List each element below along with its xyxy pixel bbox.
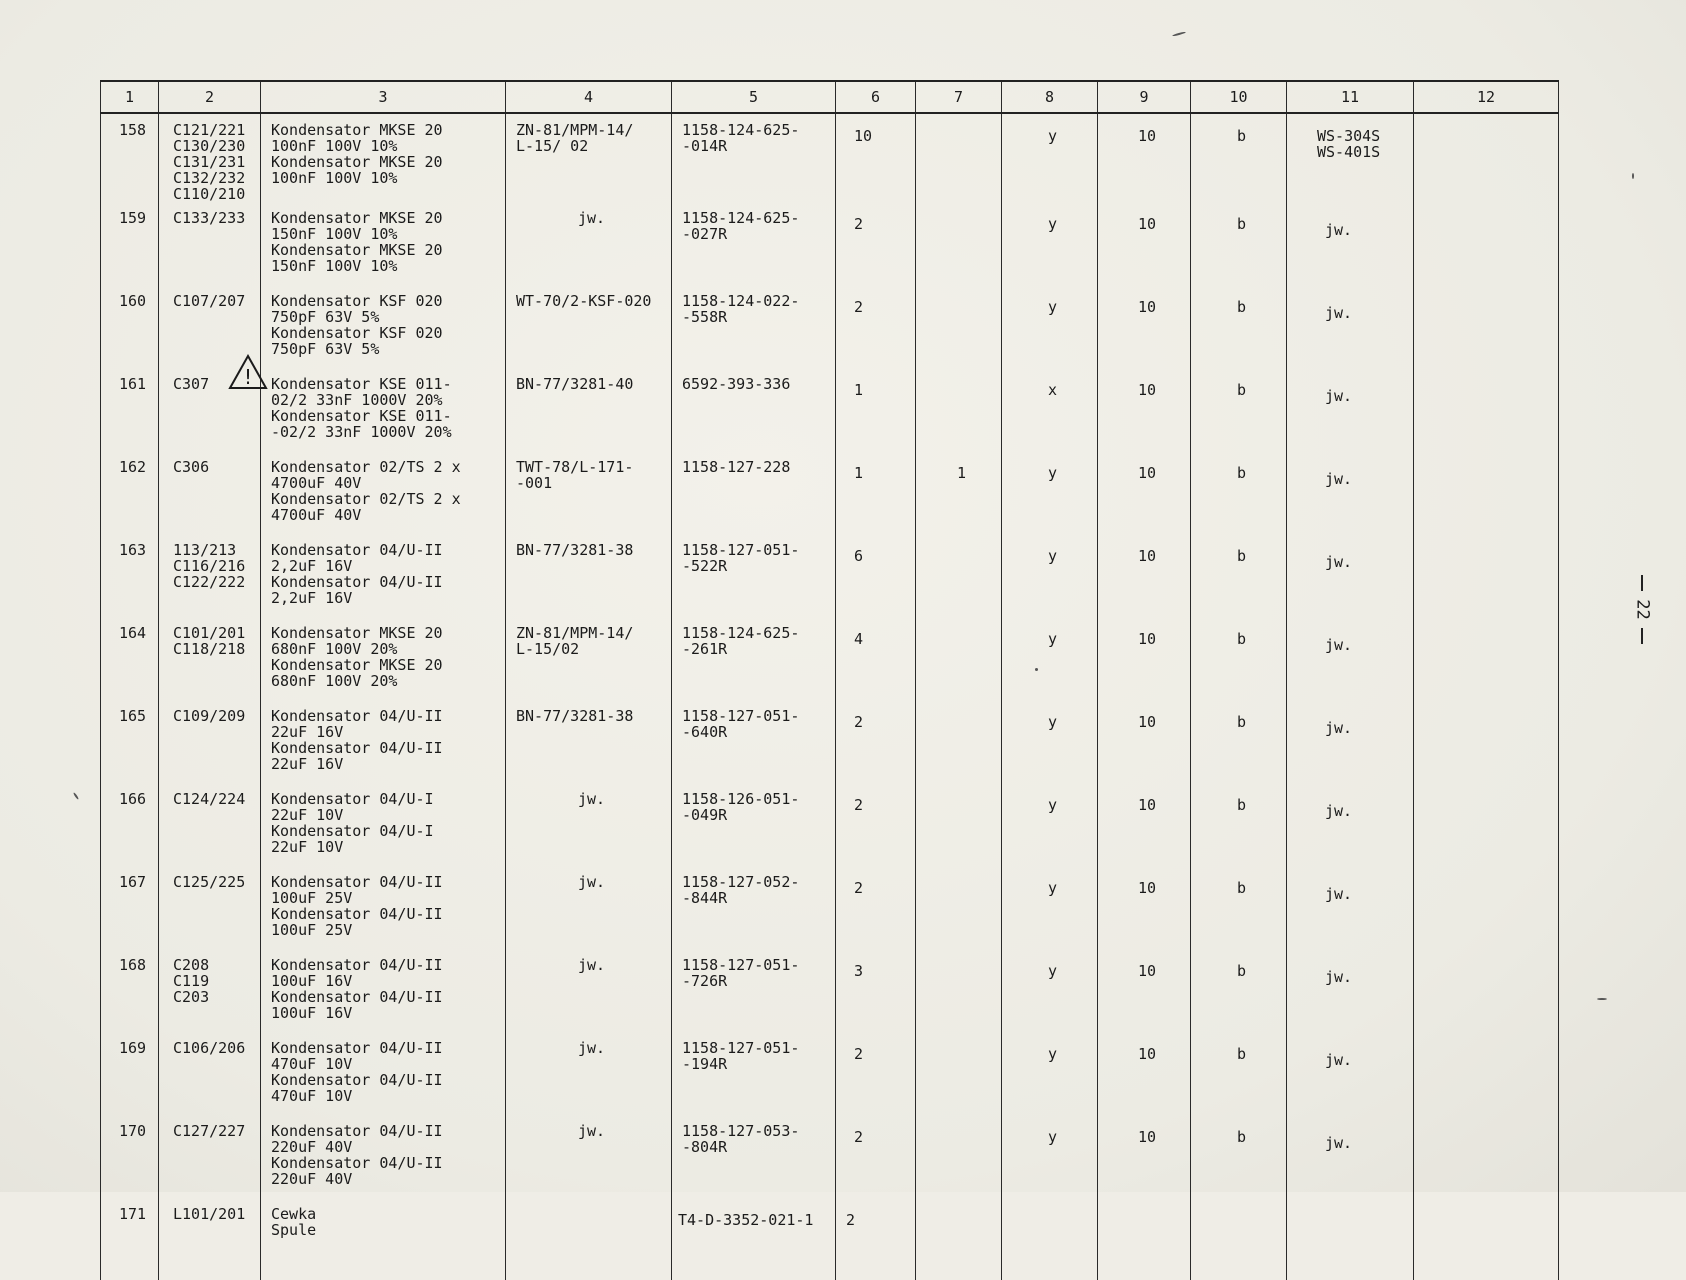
- scan-speck: [1172, 31, 1186, 37]
- table-row: [101, 617, 1559, 700]
- part-description: Cewka Spule: [261, 1198, 506, 1280]
- quantity: 4: [836, 617, 916, 700]
- column-12-value: [1414, 534, 1559, 617]
- column-header: 11: [1287, 81, 1414, 113]
- column-7-value: [916, 285, 1002, 368]
- quantity: 2: [836, 1115, 916, 1198]
- column-8-value: y: [1002, 451, 1098, 534]
- column-12-value: [1414, 949, 1559, 1032]
- quantity: 2: [836, 202, 916, 285]
- norm-standard: ZN-81/MPM-14/ L-15/02: [506, 617, 672, 700]
- table-row: [101, 866, 1559, 949]
- column-8-value: [1002, 1198, 1098, 1280]
- part-description: Kondensator 04/U-II 22uF 16V Kondensator 04/U-II 22uF 16V: [261, 700, 506, 783]
- quantity: 6: [836, 534, 916, 617]
- part-code: 1158-124-022- -558R: [672, 285, 836, 368]
- column-12-value: [1414, 1115, 1559, 1198]
- norm-standard: jw.: [506, 783, 672, 866]
- part-code: 1158-127-228: [672, 451, 836, 534]
- column-10-value: b: [1191, 1115, 1287, 1198]
- scan-speck: [1632, 173, 1634, 179]
- reference-designator: C109/209: [159, 700, 261, 783]
- column-7-value: [916, 1198, 1002, 1280]
- quantity: 2: [836, 700, 916, 783]
- column-10-value: b: [1191, 617, 1287, 700]
- table-row: [101, 368, 1559, 451]
- column-9-value: 10: [1098, 700, 1191, 783]
- column-8-value: y: [1002, 1032, 1098, 1115]
- column-8-value: y: [1002, 285, 1098, 368]
- part-code: 1158-127-051- -522R: [672, 534, 836, 617]
- part-description: Kondensator MKSE 20 680nF 100V 20% Kondensator MKSE 20 680nF 100V 20%: [261, 617, 506, 700]
- column-9-value: 10: [1098, 1032, 1191, 1115]
- column-11-value: [1287, 1198, 1414, 1280]
- part-code: 1158-127-052- -844R: [672, 866, 836, 949]
- part-description: Kondensator 04/U-II 220uF 40V Kondensator 04/U-II 220uF 40V: [261, 1115, 506, 1198]
- column-12-value: [1414, 617, 1559, 700]
- column-9-value: 10: [1098, 202, 1191, 285]
- row-number: 158: [101, 113, 159, 202]
- part-code: 1158-127-051- -640R: [672, 700, 836, 783]
- row-number: 167: [101, 866, 159, 949]
- column-10-value: b: [1191, 202, 1287, 285]
- column-11-value: jw.: [1287, 783, 1414, 866]
- norm-standard: jw.: [506, 949, 672, 1032]
- row-number: 171: [101, 1198, 159, 1280]
- row-number: 159: [101, 202, 159, 285]
- column-12-value: [1414, 202, 1559, 285]
- column-9-value: 10: [1098, 285, 1191, 368]
- norm-standard: BN-77/3281-40: [506, 368, 672, 451]
- table-header-row: [101, 81, 1559, 113]
- norm-standard: jw.: [506, 866, 672, 949]
- column-7-value: [916, 113, 1002, 202]
- column-header: 10: [1191, 81, 1287, 113]
- row-number: 163: [101, 534, 159, 617]
- column-11-value: jw.: [1287, 866, 1414, 949]
- column-7-value: 1: [916, 451, 1002, 534]
- column-header: 1: [101, 81, 159, 113]
- part-code: 1158-127-051- -194R: [672, 1032, 836, 1115]
- reference-designator: C127/227: [159, 1115, 261, 1198]
- column-header: 2: [159, 81, 261, 113]
- column-10-value: [1191, 1198, 1287, 1280]
- column-8-value: y: [1002, 949, 1098, 1032]
- column-12-value: [1414, 113, 1559, 202]
- quantity: 2: [836, 866, 916, 949]
- quantity: 3: [836, 949, 916, 1032]
- norm-standard: BN-77/3281-38: [506, 700, 672, 783]
- reference-designator: C121/221 C130/230 C131/231 C132/232 C110/210: [159, 113, 261, 202]
- column-12-value: [1414, 368, 1559, 451]
- column-11-value: jw.: [1287, 700, 1414, 783]
- reference-designator: L101/201: [159, 1198, 261, 1280]
- part-description: Kondensator KSE 011- 02/2 33nF 1000V 20% Kondensator KSE 011- -02/2 33nF 1000V 20%: [261, 368, 506, 451]
- column-9-value: 10: [1098, 368, 1191, 451]
- column-8-value: y: [1002, 113, 1098, 202]
- norm-standard: BN-77/3281-38: [506, 534, 672, 617]
- column-8-value: y: [1002, 866, 1098, 949]
- column-8-value: x: [1002, 368, 1098, 451]
- reference-designator: C106/206: [159, 1032, 261, 1115]
- column-9-value: 10: [1098, 451, 1191, 534]
- column-10-value: b: [1191, 534, 1287, 617]
- part-code: 1158-124-625- -027R: [672, 202, 836, 285]
- parts-list-table: [100, 80, 1559, 1280]
- norm-standard: WT-70/2-KSF-020: [506, 285, 672, 368]
- column-10-value: b: [1191, 866, 1287, 949]
- column-12-value: [1414, 1032, 1559, 1115]
- reference-designator: C133/233: [159, 202, 261, 285]
- part-description: Kondensator 04/U-II 100uF 25V Kondensator 04/U-II 100uF 25V: [261, 866, 506, 949]
- column-header: 4: [506, 81, 672, 113]
- table-row: [101, 1115, 1559, 1198]
- reference-designator: C124/224: [159, 783, 261, 866]
- column-7-value: [916, 534, 1002, 617]
- part-description: Kondensator 04/U-I 22uF 10V Kondensator 04/U-I 22uF 10V: [261, 783, 506, 866]
- column-7-value: [916, 783, 1002, 866]
- reference-designator: 113/213 C116/216 C122/222: [159, 534, 261, 617]
- quantity: 1: [836, 451, 916, 534]
- part-code: 1158-127-051- -726R: [672, 949, 836, 1032]
- column-12-value: [1414, 285, 1559, 368]
- column-9-value: 10: [1098, 1115, 1191, 1198]
- column-7-value: [916, 949, 1002, 1032]
- column-header: 12: [1414, 81, 1559, 113]
- column-10-value: b: [1191, 451, 1287, 534]
- column-10-value: b: [1191, 113, 1287, 202]
- reference-designator: C107/207: [159, 285, 261, 368]
- part-description: Kondensator 02/TS 2 x 4700uF 40V Kondensator 02/TS 2 x 4700uF 40V: [261, 451, 506, 534]
- table-row: [101, 113, 1559, 202]
- column-9-value: 10: [1098, 113, 1191, 202]
- column-9-value: 10: [1098, 534, 1191, 617]
- column-header: 5: [672, 81, 836, 113]
- column-11-value: jw.: [1287, 534, 1414, 617]
- table-row: [101, 451, 1559, 534]
- column-10-value: b: [1191, 949, 1287, 1032]
- part-code: 1158-124-625- -014R: [672, 113, 836, 202]
- column-header: 9: [1098, 81, 1191, 113]
- norm-standard: [506, 1198, 672, 1280]
- norm-standard: TWT-78/L-171- -001: [506, 451, 672, 534]
- part-code: 1158-127-053- -804R: [672, 1115, 836, 1198]
- table-row: [101, 783, 1559, 866]
- row-number: 168: [101, 949, 159, 1032]
- scan-speck: [1035, 668, 1038, 671]
- row-number: 170: [101, 1115, 159, 1198]
- column-9-value: 10: [1098, 783, 1191, 866]
- reference-designator: C307: [159, 368, 261, 451]
- quantity: 1: [836, 368, 916, 451]
- quantity: 2: [836, 783, 916, 866]
- column-9-value: 10: [1098, 866, 1191, 949]
- reference-designator: C125/225: [159, 866, 261, 949]
- reference-designator: C101/201 C118/218: [159, 617, 261, 700]
- row-number: 164: [101, 617, 159, 700]
- column-10-value: b: [1191, 368, 1287, 451]
- part-description: Kondensator 04/U-II 100uF 16V Kondensator 04/U-II 100uF 16V: [261, 949, 506, 1032]
- column-11-value: jw.: [1287, 949, 1414, 1032]
- row-number: 166: [101, 783, 159, 866]
- column-header: 8: [1002, 81, 1098, 113]
- reference-designator: C208 C119 C203: [159, 949, 261, 1032]
- part-code: 6592-393-336: [672, 368, 836, 451]
- row-number: 161: [101, 368, 159, 451]
- column-11-value: WS-304S WS-401S: [1287, 113, 1414, 202]
- part-description: Kondensator KSF 020 750pF 63V 5% Kondensator KSF 020 750pF 63V 5%: [261, 285, 506, 368]
- column-12-value: [1414, 451, 1559, 534]
- quantity: 10: [836, 113, 916, 202]
- column-9-value: 10: [1098, 949, 1191, 1032]
- part-description: Kondensator 04/U-II 2,2uF 16V Kondensator 04/U-II 2,2uF 16V: [261, 534, 506, 617]
- column-header: 7: [916, 81, 1002, 113]
- column-11-value: jw.: [1287, 617, 1414, 700]
- warning-mark: !: [243, 365, 253, 389]
- norm-standard: jw.: [506, 1032, 672, 1115]
- column-10-value: b: [1191, 1032, 1287, 1115]
- column-header: 3: [261, 81, 506, 113]
- row-number: 169: [101, 1032, 159, 1115]
- column-10-value: b: [1191, 783, 1287, 866]
- page-number-text: 22: [1632, 599, 1653, 620]
- column-11-value: jw.: [1287, 1032, 1414, 1115]
- column-12-value: [1414, 1198, 1559, 1280]
- row-number: 160: [101, 285, 159, 368]
- column-11-value: jw.: [1287, 451, 1414, 534]
- column-11-value: jw.: [1287, 285, 1414, 368]
- column-9-value: [1098, 1198, 1191, 1280]
- quantity: 2: [836, 1032, 916, 1115]
- table-row: [101, 1032, 1559, 1115]
- column-9-value: 10: [1098, 617, 1191, 700]
- column-12-value: [1414, 866, 1559, 949]
- reference-designator: C306: [159, 451, 261, 534]
- quantity: 2: [836, 285, 916, 368]
- table-row: [101, 534, 1559, 617]
- table-row: [101, 1198, 1559, 1280]
- column-8-value: y: [1002, 700, 1098, 783]
- column-8-value: y: [1002, 1115, 1098, 1198]
- table-row: [101, 202, 1559, 285]
- part-description: Kondensator MKSE 20 100nF 100V 10% Kondensator MKSE 20 100nF 100V 10%: [261, 113, 506, 202]
- column-8-value: y: [1002, 617, 1098, 700]
- column-12-value: [1414, 700, 1559, 783]
- row-number: 162: [101, 451, 159, 534]
- scan-speck: [1597, 998, 1607, 1000]
- column-11-value: jw.: [1287, 202, 1414, 285]
- norm-standard: ZN-81/MPM-14/ L-15/ 02: [506, 113, 672, 202]
- column-11-value: jw.: [1287, 368, 1414, 451]
- column-8-value: y: [1002, 783, 1098, 866]
- column-7-value: [916, 700, 1002, 783]
- warning-triangle-icon: [228, 354, 268, 390]
- page-number: [1622, 575, 1662, 655]
- page-number-dash: [1641, 628, 1643, 644]
- column-header: 6: [836, 81, 916, 113]
- column-10-value: b: [1191, 285, 1287, 368]
- column-8-value: y: [1002, 534, 1098, 617]
- row-number: 165: [101, 700, 159, 783]
- column-10-value: b: [1191, 700, 1287, 783]
- part-code: T4-D-3352-021-1: [672, 1198, 836, 1280]
- norm-standard: jw.: [506, 1115, 672, 1198]
- column-7-value: [916, 1115, 1002, 1198]
- part-code: 1158-124-625- -261R: [672, 617, 836, 700]
- part-description: Kondensator MKSE 20 150nF 100V 10% Kondensator MKSE 20 150nF 100V 10%: [261, 202, 506, 285]
- column-7-value: [916, 617, 1002, 700]
- column-7-value: [916, 866, 1002, 949]
- column-12-value: [1414, 783, 1559, 866]
- column-7-value: [916, 368, 1002, 451]
- column-7-value: [916, 202, 1002, 285]
- table-row: [101, 700, 1559, 783]
- table-row: [101, 949, 1559, 1032]
- table-row: [101, 285, 1559, 368]
- scan-speck: [73, 792, 79, 800]
- part-description: Kondensator 04/U-II 470uF 10V Kondensator 04/U-II 470uF 10V: [261, 1032, 506, 1115]
- column-8-value: y: [1002, 202, 1098, 285]
- column-7-value: [916, 1032, 1002, 1115]
- quantity: 2: [836, 1198, 916, 1280]
- column-11-value: jw.: [1287, 1115, 1414, 1198]
- part-code: 1158-126-051- -049R: [672, 783, 836, 866]
- norm-standard: jw.: [506, 202, 672, 285]
